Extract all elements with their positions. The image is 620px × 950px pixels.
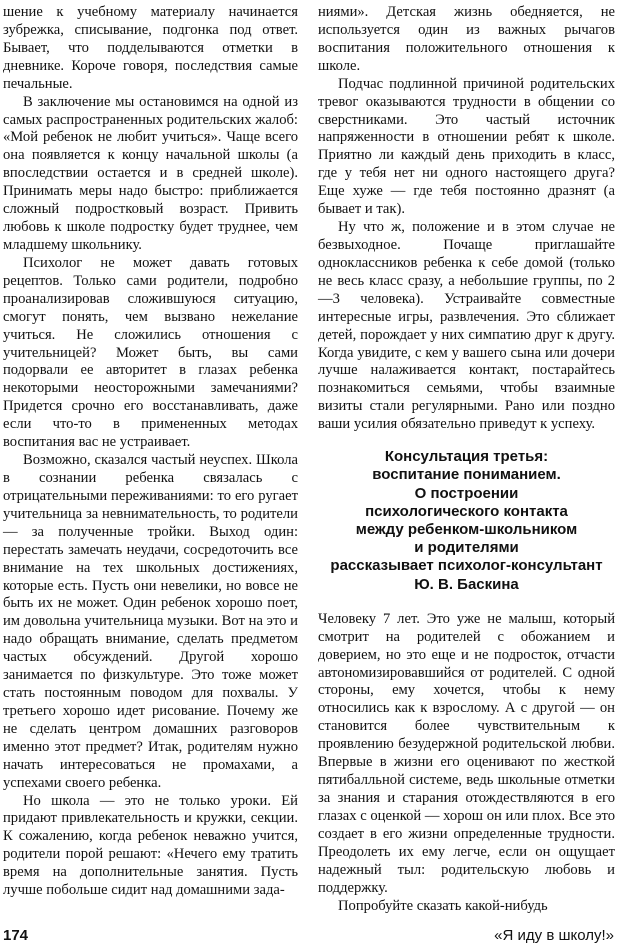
paragraph: Ну что ж, положение и в этом случае не безвыходное. Почаще приглашайте одноклассников ребенка к себе домой (только не весь класс сразу, а небольшие группы, по 2—3 человека). Устраивайте совместные интересные игры, развлечения. Это сближает детей, порождает у них симпатию друг к другу. Когда увидите, с кем у вашего сына или дочери лучше налаживается контакт, постарайтесь познакомиться семьями, чтобы взаимные визиты стали регулярными. Рано или поздно ваши усилия обязательно приведут к успеху. [318,219,615,433]
paragraph: Подчас подлинной причиной родительских тревог оказываются трудности в общении со сверстниками. Это частый источник напряженности в отношении ребят к школе. Приятно ли каждый день приходить в класс, где у тебя нет ни одного настоящего друга? Еще хуже — где тебя постоянно дразнят (а бывает и так). [318,75,615,218]
paragraph: Человеку 7 лет. Это уже не малыш, который смотрит на родителей с обожанием и доверием, но это еще и не подросток, отчасти автономизировавшийся от родителей. С одной стороны, ему хочется, чтобы к нему относились как к взрослому. А с другой — он становится более чувствительным к проявлению безудержной родительской любви. Впервые в жизни его оценивают по жесткой пятибалльной системе, ведь школьные отметки за знания и старания отождествляются в его глазах с оценкой — хорош он или плох. Все это создает в его жизни определенные трудности. Преодолеть их ему легче, если он ощущает надежный тыл: родительскую любовь и поддержку. [318,610,615,896]
heading-line: Консультация третья: [384,448,549,466]
paragraph: Возможно, сказался частый неуспех. Школа в сознании ребенка связалась с отрицательными переживаниями: то его ругает учительница за невнимательность, то родители — за полученные тройки. Выход один: перестать замечать неудачи, сосредоточить все внимание на тех школьных достижениях, которые есть. Пусть они невелики, но вовсе не быть их не может. Один ребенок хорошо поет, им довольна учительница музыки. Вот на это и надо обращать внимание, сделать предметом частых обсуждений. Другой хорошо занимается по физкультуре. Это тоже может стать постоянным поводом для похвалы. У третьего хорошо идет рисование. Почему же не сделать центром домашних разговоров именно этот предмет? Итак, родителям нужно начать интересоваться не промахами, а успехами своего ребенка. [3,452,298,791]
heading-line: рассказывает психолог-консультант [330,557,603,575]
paragraph: Но школа — это не только уроки. Ей придают привлекательность и кружки, секции. К сожалению, когда ребенок неважно учится, родители порой решают: «Нечего ему тратить время на дополнительные занятия. Пусть лучше побольше сидит над домашними зада- [3,792,298,899]
heading-line: и родителями [414,539,519,557]
paragraph: шение к учебному материалу начинается зубрежка, списывание, подгонка под ответ. Бывает, что подделываются отметки в дневнике. Короче говоря, последствия самые печальные. [3,4,298,92]
heading-line: О построении [414,484,519,502]
heading-line: воспитание пониманием. [372,466,561,484]
heading-line: психологического контакта [365,502,568,520]
heading-line: между ребенком-школьником [355,520,578,538]
left-text-column [3,4,298,900]
section-heading [318,448,615,594]
right-text-column [318,4,615,915]
page-footer [0,925,620,947]
paragraph: В заключение мы остановимся на одной из самых распространенных родительских жалоб: «Мой ребенок не любит учиться». Чаще всего она появляется к концу начальной школы (а впоследствии остается и в средней школе). Принимать меры надо быстро: приближается сложный подростковый возраст. Привить любовь к школе подростку будет труднее, чем младшему школьнику. [3,93,298,253]
page-number: 174 [3,927,29,944]
heading-author: Ю. В. Баскина [414,575,519,593]
running-title: «Я иду в школу!» [494,927,614,944]
paragraph: Попробуйте сказать какой-нибудь [338,897,548,914]
paragraph: ниями». Детская жизнь обедняется, не используется один из важных рычагов воспитания положительного отношения к школе. [318,4,615,74]
paragraph: Психолог не может давать готовых рецептов. Только сами родители, подробно проанализировав сложившуюся ситуацию, смогут понять, чем вызвано нежелание учиться. Не сложились отношения с учительницей? Может быть, вы сами подорвали ее авторитет в глазах ребенка некоторыми неосторожными замечаниями? Придется срочно его восстанавливать, даже если что-то в примененных методах воспитания вас не устраивает. [3,254,298,451]
